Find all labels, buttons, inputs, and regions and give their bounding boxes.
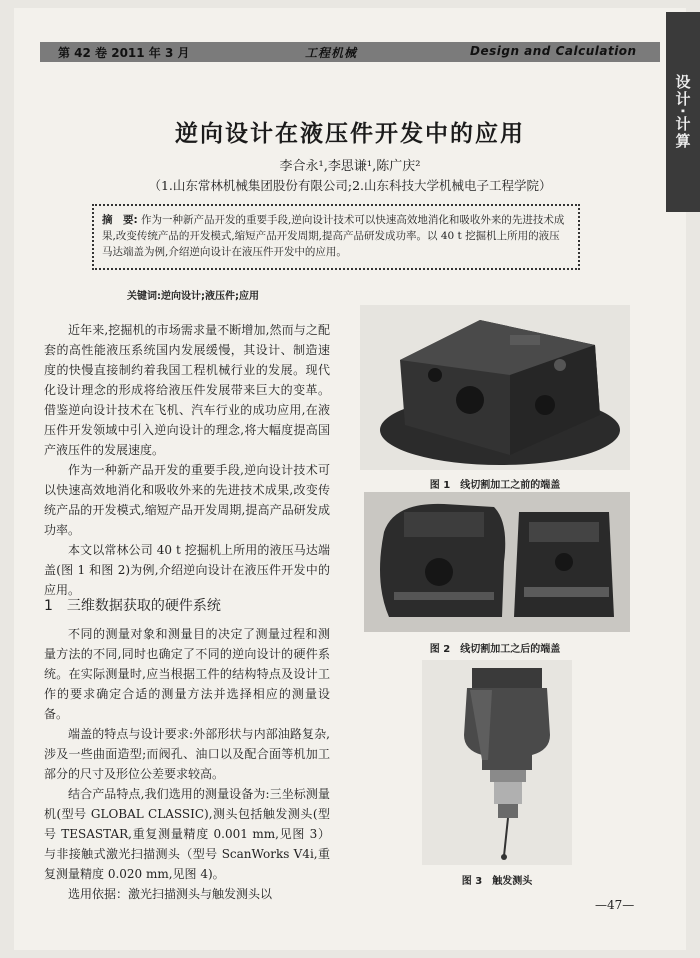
paragraph-2: 作为一种新产品开发的重要手段,逆向设计技术可以快速高效地消化和吸收外来的先进技术成果,改变传统产品的开发模式,缩短产品开发周期,提高产品研发成功率。 [44,463,330,537]
header-section: Design and Calculation [470,44,637,58]
side-section-tab: 设计·计算 [666,12,700,212]
abstract-box [92,204,580,270]
end-cover-photo-icon [360,305,630,470]
article-affiliations: （1.山东常林机械集团股份有限公司;2.山东科技大学机械电子工程学院） [148,178,552,193]
figure-2-image [364,492,630,632]
paragraph-3: 本文以常林公司 40 t 挖掘机上所用的液压马达端盖(图 1 和图 2)为例,介绍逆向设计在液压件开发中的应用。 [44,543,330,597]
article-authors: 李合永¹,李思谦¹,陈广庆² [279,159,421,174]
body-column-top [44,320,330,600]
header-issue: 第 42 卷 2011 年 3 月 [58,46,190,60]
body-column-bottom [44,624,330,904]
paragraph-6: 结合产品特点,我们选用的测量设备为:三坐标测量机(型号 GLOBAL CLASSIC),测头包括触发测头(型号 TESASTAR,重复测量精度 0.001 mm,见图 3）与非接触式激光扫描测头（型号 ScanWorks V4i,重复测量精度 0.020 mm,见图 4)。 [44,787,330,881]
header-journal: 工程机械 [305,46,358,60]
paragraph-4: 不同的测量对象和测量目的决定了测量过程和测量方法的不同,同时也确定了不同的逆向设计的硬件系统。在实际测量时,应当根据工件的结构特点及设计工作的要求确定合适的测量方法并选择相应的测量设备。 [44,627,330,721]
keywords: 关键词:逆向设计;液压件;应用 [127,291,259,302]
abstract-text: 作为一种新产品开发的重要手段,逆向设计技术可以快速高效地消化和吸收外来的先进技术成果,改变传统产品的开发模式,缩短产品开发周期,提高产品研发成功率。以 40 t 挖掘机上所用的液压马达端盖为例,介绍逆向设计在液压件开发中的应用。 [102,214,565,258]
touch-probe-photo-icon [422,660,572,865]
running-header [40,42,660,62]
figure-2-caption: 图 2 线切割加工之后的端盖 [429,644,561,655]
paragraph-5: 端盖的特点与设计要求:外部形状与内部油路复杂,涉及一些曲面造型;而阀孔、油口以及配合面等机加工部分的尺寸及形位公差要求较高。 [44,727,330,781]
paragraph-1: 近年来,挖掘机的市场需求量不断增加,然而与之配套的高性能液压系统国内发展缓慢，其设计、制造速度的快慢直接制约着我国工程机械行业的发展。现代化设计理念的形成将给液压件发展带来巨大的变革。借鉴逆向设计技术在飞机、汽车行业的成功应用,在液压件开发领域中引入逆向设计的理念,将大幅度提高国产液压件的发展速度。 [44,323,330,457]
article-title: 逆向设计在液压件开发中的应用 [175,121,525,147]
paragraph-7: 选用依据：激光扫描测头与触发测头以 [68,887,273,901]
page-number: —47— [595,898,635,912]
figure-1-caption: 图 1 线切割加工之前的端盖 [429,480,561,491]
figure-1-image [360,305,630,470]
figure-3-image [422,660,572,865]
abstract-label: 摘 要: [102,214,138,226]
figure-3-caption: 图 3 触发测头 [461,876,533,887]
section-1-heading: 1 三维数据获取的硬件系统 [44,598,221,614]
cut-end-cover-photo-icon [364,492,630,632]
